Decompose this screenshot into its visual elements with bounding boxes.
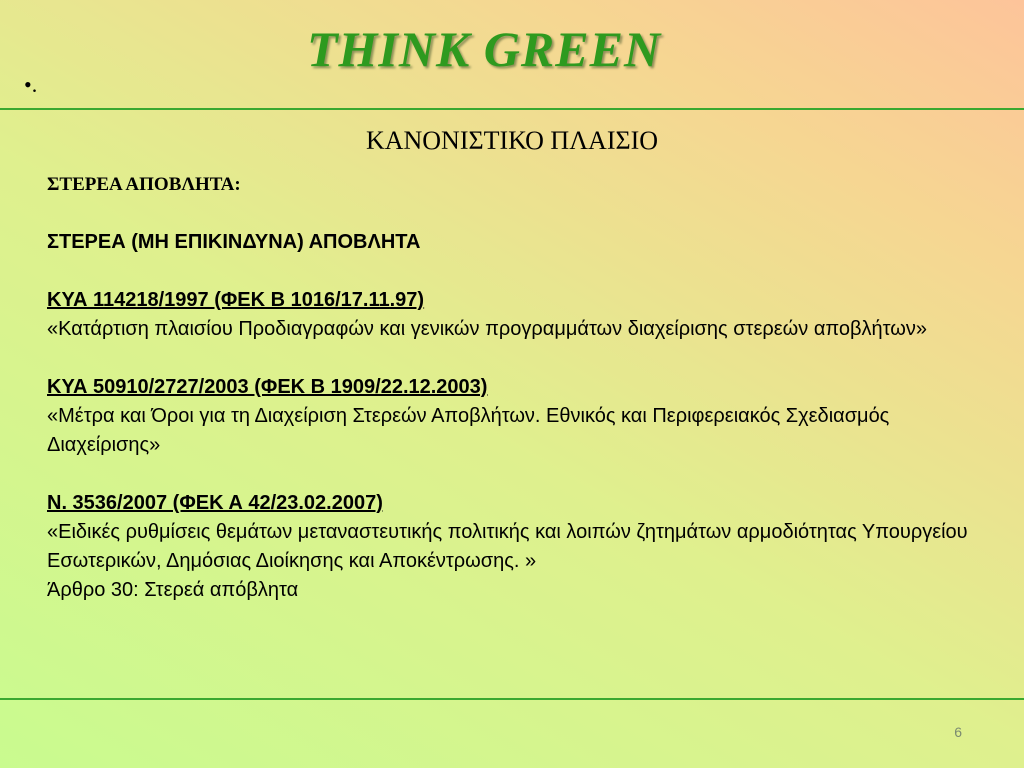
page-number: 6 — [954, 724, 962, 740]
waste-category: ΣΤΕΡΕΑ (ΜΗ ΕΠΙΚΙΝΔΥΝΑ) ΑΠΟΒΛΗΤΑ — [47, 231, 421, 253]
bullet-mark: •. — [24, 72, 38, 97]
law-description: «Κατάρτιση πλαισίου Προδιαγραφών και γενικών προγραμμάτων διαχείρισης στερεών αποβλήτων» — [47, 318, 928, 340]
law-entry — [47, 286, 987, 344]
law-reference: Ν. 3536/2007 (ΦΕΚ Α 42/23.02.2007) — [47, 492, 383, 514]
law-description: «Ειδικές ρυθμίσεις θεμάτων μεταναστευτικής πολιτικής και λοιπών ζητημάτων αρμοδιότητας Υπουργείου Εσωτερικών, Δημόσιας Διοίκησης και Αποκέντρωσης. » — [47, 521, 968, 572]
content-subheading: ΣΤΕΡΕΑ ΑΠΟΒΛΗΤΑ: — [47, 174, 241, 195]
law-entry — [47, 489, 987, 605]
slide-title — [0, 20, 1024, 78]
law-note: Άρθρο 30: Στερεά απόβλητα — [47, 579, 299, 601]
law-description: «Μέτρα και Όροι για τη Διαχείριση Στερεών Αποβλήτων. Εθνικός και Περιφερειακός Σχεδιασμός Διαχείρισης» — [47, 405, 890, 456]
top-divider — [0, 108, 1024, 110]
slide-title-text: THINK GREEN — [306, 21, 662, 77]
law-reference: ΚΥΑ 50910/2727/2003 (ΦΕΚ Β 1909/22.12.2003) — [47, 376, 488, 398]
bottom-divider — [0, 698, 1024, 700]
section-heading: ΚΑΝΟΝΙΣΤΙΚΟ ΠΛΑΙΣΙΟ — [365, 126, 659, 155]
slide-content — [47, 170, 987, 634]
law-reference: ΚΥΑ 114218/1997 (ΦΕΚ Β 1016/17.11.97) — [47, 289, 425, 311]
law-entry — [47, 373, 987, 460]
